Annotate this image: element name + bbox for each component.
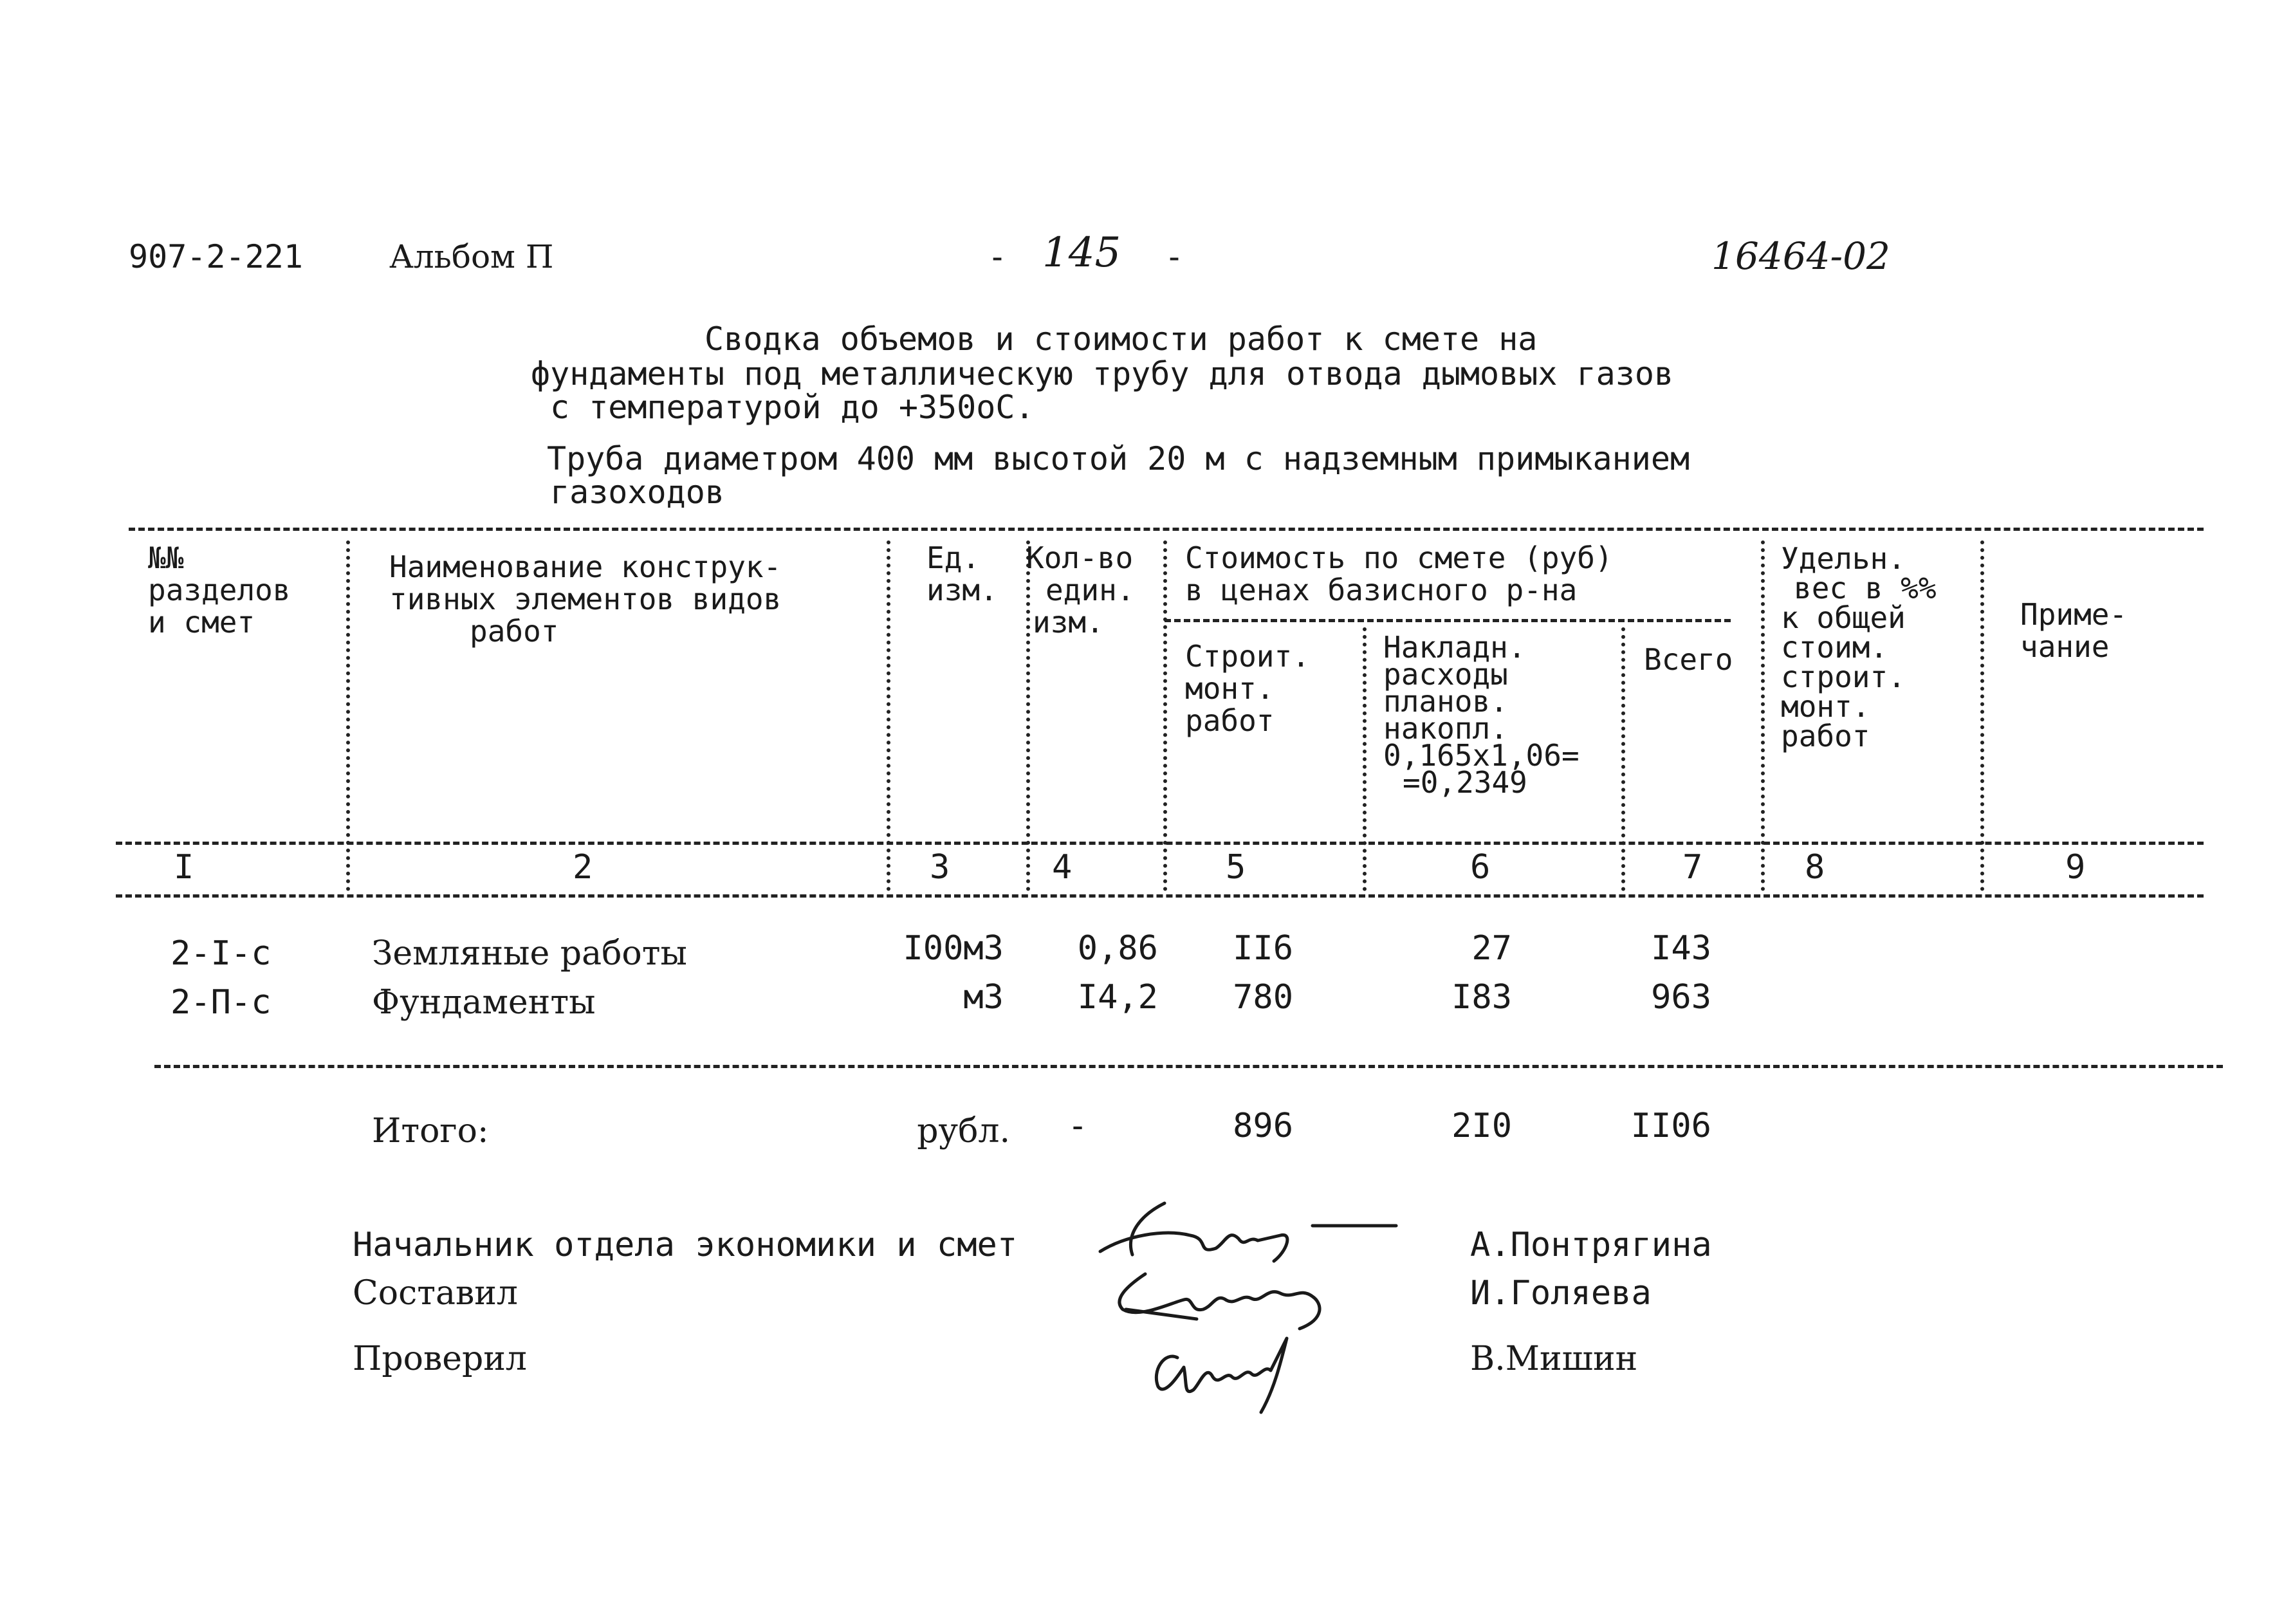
col-separator-6	[1621, 627, 1625, 891]
col-separator-1	[346, 540, 350, 891]
cell-name: Земляные работы	[372, 934, 687, 973]
total-construction: 896	[1233, 1107, 1293, 1145]
cell-unit: I00м3	[903, 929, 1004, 968]
signature-name: В.Мишин	[1470, 1340, 1638, 1378]
title-line-2: фундаменты под металлическую трубу для отвода дымовых газов	[531, 355, 1674, 392]
column-number-3: 3	[930, 848, 950, 887]
header-col-overhead: Накладн. расходы планов. накопл. 0,165х1,06= =0,2349	[1383, 630, 1580, 800]
signature-name: И.Голяева	[1470, 1274, 1652, 1313]
cost-group-rule	[1165, 619, 1731, 622]
signature-compiler-scribble	[1119, 1274, 1320, 1329]
document-number: 16464-02	[1711, 234, 1890, 278]
cell-construction: II6	[1233, 929, 1293, 968]
document-code: 907-2-221	[129, 238, 303, 275]
column-numbers-rule	[116, 894, 2204, 898]
total-unit: рубл.	[917, 1112, 1010, 1150]
column-number-4: 4	[1052, 848, 1073, 887]
signature-role: Начальник отдела экономики и смет	[353, 1226, 1018, 1264]
handwritten-signatures	[1087, 1190, 1422, 1416]
header-col-construction: Строит. монт. работ	[1185, 639, 1310, 738]
column-number-2: 2	[573, 848, 593, 887]
cell-quantity: I4,2	[1077, 978, 1158, 1017]
signature-name: А.Понтрягина	[1470, 1226, 1712, 1264]
column-number-1: I	[174, 848, 194, 887]
cell-total: 963	[1651, 978, 1711, 1017]
column-number-5: 5	[1226, 848, 1246, 887]
header-col-section: №№ разделов и смет	[148, 540, 291, 640]
header-col-quantity: Кол-во един. изм.	[1026, 540, 1135, 640]
cell-overhead: 27	[1471, 929, 1512, 968]
total-label: Итого:	[372, 1112, 489, 1150]
cell-construction: 780	[1233, 978, 1293, 1017]
cell-unit: м3	[963, 978, 1004, 1017]
total-quantity: -	[1067, 1107, 1088, 1145]
cell-section: 2-I-с	[170, 934, 272, 973]
signature-head-scribble	[1100, 1203, 1396, 1261]
page-dash-left: -	[988, 238, 1008, 275]
column-number-8: 8	[1805, 848, 1825, 887]
header-col-unit: Ед. изм.	[926, 540, 998, 607]
column-number-7: 7	[1682, 848, 1703, 887]
cell-quantity: 0,86	[1077, 929, 1158, 968]
title-line-5: газоходов	[550, 474, 724, 511]
total-overhead: 2I0	[1451, 1107, 1512, 1145]
table-top-rule	[129, 528, 2204, 531]
col-separator-2	[887, 540, 890, 891]
page-dash-right: -	[1165, 238, 1184, 275]
title-line-1: Сводка объемов и стоимости работ к смете на	[705, 320, 1538, 358]
signature-role: Составил	[353, 1274, 518, 1313]
cell-total: I43	[1651, 929, 1711, 968]
body-bottom-rule	[154, 1065, 2223, 1068]
page-number: 145	[1042, 229, 1121, 277]
header-cost-group: Стоимость по смете (руб) в ценах базисного р-на	[1185, 540, 1613, 607]
header-bottom-rule	[116, 842, 2204, 845]
cell-section: 2-П-с	[170, 983, 272, 1022]
header-col-name: Наименование конструк- тивных элементов видов работ	[389, 549, 782, 649]
total-sum: II06	[1630, 1107, 1711, 1145]
title-line-4: Труба диаметром 400 мм высотой 20 м с надземным примыканием	[547, 440, 1690, 477]
signature-role: Проверил	[353, 1340, 527, 1378]
cell-name: Фундаменты	[372, 983, 596, 1022]
header-col-note: Приме- чание	[2020, 597, 2128, 664]
title-line-3: с температурой до +350оС.	[550, 389, 1035, 426]
column-number-9: 9	[2065, 848, 2086, 887]
signature-checker-scribble	[1156, 1338, 1287, 1412]
col-separator-5	[1363, 627, 1367, 891]
col-separator-4	[1163, 540, 1167, 891]
col-separator-8	[1980, 540, 1984, 891]
header-col-share: Удельн. вес в %% к общей стоим. строит. монт. работ	[1781, 541, 1937, 753]
cell-overhead: I83	[1451, 978, 1512, 1017]
column-number-6: 6	[1470, 848, 1491, 887]
col-separator-7	[1761, 540, 1765, 891]
header-col-total: Всего	[1644, 642, 1733, 677]
album-label: Альбом П	[389, 238, 554, 275]
